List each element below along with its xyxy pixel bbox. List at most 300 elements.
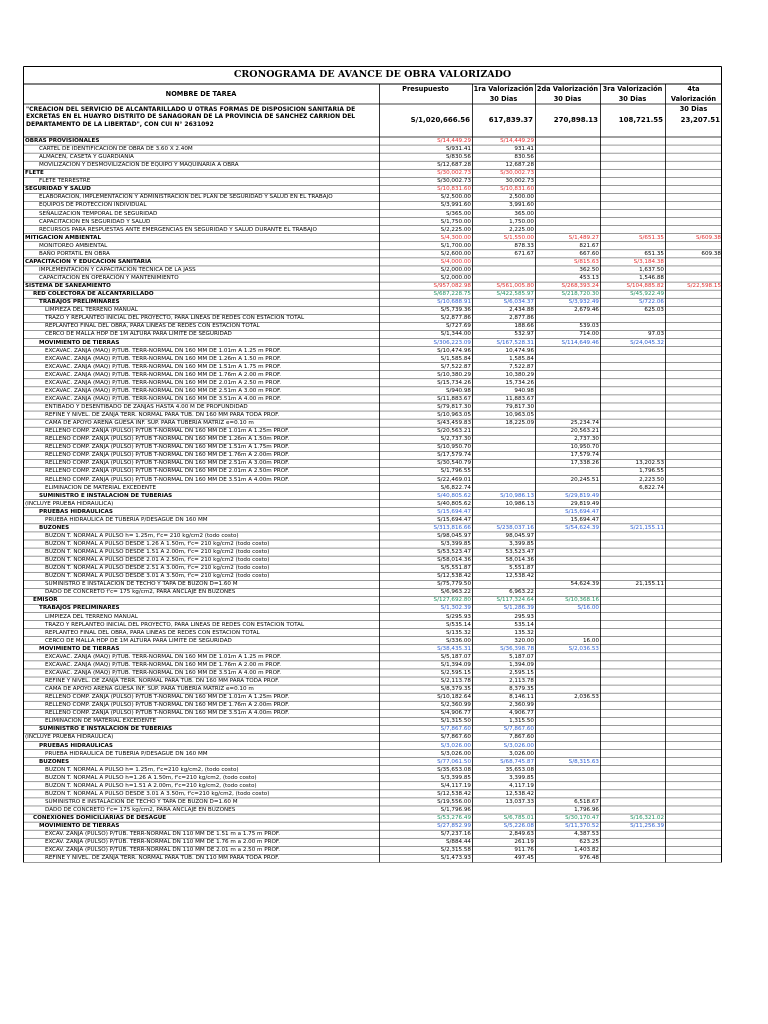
task-name: CONEXIONES DOMICILIARIAS DE DESAGUE: [33, 815, 167, 822]
budget-cell: S/727.69: [445, 323, 471, 330]
task-name: EXCAVAC. ZANJA (MAQ) P/TUB. TERR-NORMAL DN 160 MM DE 1.01m A 1.25 m PROF.: [45, 347, 282, 354]
valuation-cell-1: 5,551.87: [509, 565, 534, 572]
valuation-cell-1: S/30,002.73: [500, 170, 534, 177]
task-name: CERCO DE MALLA HDP DE 1M ALTURA PARA LIMITE DE SEGURIDAD: [45, 637, 232, 644]
task-name: EXCAVAC. ZANJA (MAQ) P/TUB. TERR-NORMAL DN 160 MM DE 1.76m A 2.00 m PROF.: [45, 661, 282, 668]
budget-cell: S/6,822.74: [440, 484, 471, 491]
task-name: (INCLUYE PRUEBA HIDRAULICA): [25, 734, 114, 741]
valuation-cell-1: 878.33: [514, 242, 534, 249]
task-name: EXCAV. ZANJA (PULSO) P/TUB. TERR-NORMAL DN 110 MM DE 1.76 m a 2.00 m PROF.: [45, 839, 281, 846]
budget-cell: S/3,026.00: [440, 742, 471, 749]
valuation-cell-2: 2,679.46: [574, 307, 599, 314]
valuation-cell-1: S/14,449.29: [500, 138, 534, 144]
valuation-cell-2: S/3,932.49: [568, 299, 599, 306]
task-name: ELABORACION, IMPLEMENTACION Y ADMINISTRACION DEL PLAN DE SEGURIDAD Y SALUD EN EL TRABAJO: [39, 194, 333, 201]
task-name: RELLENO COMP. ZANJA (PULSO) P/TUB T-NORMAL DN 160 MM DE 2.01m A 2.50m PROF.: [45, 468, 290, 475]
valuation-cell-1: 8,146.11: [509, 694, 534, 701]
budget-cell: S/7,522.87: [440, 363, 471, 370]
budget-cell: S/17,579.74: [437, 452, 471, 459]
valuation-cell-1: 2,113.78: [509, 678, 534, 685]
valuation-cell-2: 539.03: [579, 323, 599, 330]
valuation-cell-1: 10,986.13: [505, 500, 534, 507]
col-header-task-name-label: NOMBRE DE TAREA: [165, 90, 237, 98]
valuation-cell-2: S/2,036.53: [568, 645, 599, 652]
valuation-cell-1: 12,538.42: [505, 790, 534, 797]
task-name: LIMPIEZA DEL TERRENO MANUAL: [45, 613, 138, 620]
budget-cell: S/15,734.26: [437, 379, 471, 386]
task-name: PRUEBA HIDRAULICA DE TUBERIA P/DESAGUE DN 160 MM: [45, 750, 208, 757]
valuation-cell-3: 97.03: [647, 331, 664, 338]
task-name: RELLENO COMP. ZANJA (PULSO) P/TUB T-NORMAL DN 160 MM DE 3.51m A 4.00m PROF.: [45, 710, 290, 717]
valuation-cell-3: 13,202.53: [635, 460, 664, 467]
valuation-cell-2: 2,036.53: [574, 694, 599, 701]
valuation-cell-2: 25,234.74: [570, 420, 599, 427]
valuation-cell-1: 98,045.97: [505, 532, 534, 539]
budget-cell: S/22,469.01: [437, 476, 471, 483]
budget-cell: S/40,805.62: [437, 500, 471, 507]
task-name: CAPACITACION Y EDUCACION SANITARIA: [25, 258, 152, 265]
valuation-cell-1: 1,585.84: [509, 355, 534, 362]
budget-cell: S/10,950.70: [437, 444, 471, 451]
task-name: TRAZO Y REPLANTEO INICIAL DEL PROYECTO, PARA LINEAS DE REDES CON ESTACION TOTAL: [45, 621, 305, 628]
valuation-cell-1: 4,906.77: [509, 710, 534, 717]
valuation-cell-1: 7,522.87: [509, 363, 534, 370]
valuation-cell-1: S/3,026.00: [503, 742, 534, 749]
valuation-cell-3: 625.03: [644, 307, 664, 314]
valuation-cell-3: 1,546.88: [639, 275, 664, 282]
task-name: SUMINISTRO E INSTALACION DE TECHO Y TAPA DE BUZON D=1.60 M: [45, 581, 238, 588]
task-name: ELIMINACION DE MATERIAL EXCEDENTE: [45, 484, 157, 491]
valuation-cell-2: 17,338.26: [570, 460, 599, 467]
valuation-cell-1: S/7,867.60: [503, 726, 534, 733]
task-name: MOVIMIENTO DE TIERRAS: [39, 823, 120, 830]
valuation-cell-1: 2,849.63: [509, 831, 534, 838]
task-name: SEGURIDAD Y SALUD: [25, 186, 91, 193]
valuation-cell-1: 1,315.50: [509, 718, 534, 725]
valuation-cell-1: S/68,745.87: [500, 758, 534, 765]
task-name: BAÑO PORTATIL EN OBRA: [39, 250, 110, 257]
valuation-cell-3: S/3,184.38: [633, 258, 664, 265]
valuation-cell-1: S/167,528.31: [496, 339, 534, 346]
valuation-cell-2: S/30,170.47: [565, 815, 599, 822]
task-name: SUMINISTRO E INSTALACION DE TUBERIAS: [39, 492, 173, 499]
budget-cell: S/27,852.99: [437, 823, 471, 830]
valuation-cell-1: 4,117.19: [509, 782, 534, 789]
task-name: ELIMINACION DE MATERIAL EXCEDENTE: [45, 718, 157, 725]
budget-cell: S/19,556.00: [437, 798, 471, 805]
task-name: RELLENO COMP. ZANJA (PULSO) P/TUB T-NORMAL DN 160 MM DE 1.76m A 2.00m PROF.: [45, 452, 290, 459]
budget-cell: S/830.56: [445, 154, 471, 161]
valuation-cell-2: S/1,489.27: [568, 234, 599, 241]
valuation-cell-1: 931.41: [514, 146, 534, 153]
valuation-cell-1: 8,379.35: [509, 686, 534, 693]
valuation-cell-2: 29,819.49: [570, 500, 599, 507]
budget-cell: S/4,300.00: [440, 234, 471, 241]
valuation-cell-2: 623.25: [579, 839, 599, 846]
valuation-cell-1: 671.67: [514, 250, 534, 257]
task-name: FLETE: [25, 170, 44, 177]
valuation-cell-1: 18,225.09: [505, 420, 534, 427]
valuation-cell-1: S/1,286.39: [503, 605, 534, 612]
task-name: EXCAV. ZANJA (PULSO) P/TUB. TERR-NORMAL DN 110 MM DE 1.51 m a 1.75 m PROF.: [45, 831, 281, 838]
budget-cell: S/15,694.47: [437, 508, 471, 515]
budget-cell: S/2,595.15: [440, 669, 471, 676]
task-name: BUZON T. NORMAL A PULSO DESDE 3.01 A 3.50m, f'c= 210 kg/cm2 (todo costo): [45, 573, 270, 580]
budget-cell: S/53,276.49: [437, 815, 471, 822]
task-name: BUZON T. NORMAL A PULSO DESDE 2.01 A 2.50m, f'c= 210 kg/cm2 (todo costo): [45, 557, 270, 564]
task-name: BUZON T. NORMAL A PULSO h=1.26 A 1.50m, f'c=210 kg/cm2, (todo costo): [45, 774, 257, 781]
project-v3: 108,721.55: [618, 116, 663, 124]
valuation-cell-2: S/10,368.16: [565, 597, 599, 604]
valuation-cell-1: 7,867.60: [509, 734, 534, 741]
budget-cell: S/3,399.85: [440, 774, 471, 781]
project-name: "CREACION DEL SERVICIO DE ALCANTARILLADO U OTRAS FORMAS DE DISPOSICION SANITARIA DE EXCRETAS EN EL HUAYRO DISTRITO DE SANAGORAN DE LA PROVINCIA DE SANCHEZ CARRION DEL DEPARTAMENTO DE LA LIBERTAD", CON CUI N° 2631092: [26, 106, 356, 128]
task-name: PRUEBAS HIDRAULICAS: [39, 742, 113, 749]
task-name: ALMACEN, CASETA Y GUARDIANIA: [39, 154, 134, 161]
task-name: CAPACITACION EN OPERACIÓN Y MANTENIMIENTO: [39, 275, 179, 282]
budget-cell: S/957,082.98: [433, 283, 471, 290]
budget-cell: S/30,540.79: [437, 460, 471, 467]
valuation-cell-2: 976.48: [579, 855, 599, 862]
budget-cell: S/1,585.84: [440, 355, 471, 362]
budget-cell: S/2,360.99: [440, 702, 471, 709]
budget-cell: S/75,779.50: [437, 581, 471, 588]
valuation-cell-2: S/29,819.49: [565, 492, 599, 499]
budget-cell: S/313,816.66: [433, 524, 471, 531]
valuation-cell-3: 2,223.50: [639, 476, 664, 483]
task-name: REPLANTEO FINAL DEL OBRA, PARA LINEAS DE REDES CON ESTACION TOTAL: [45, 323, 260, 330]
valuation-cell-1: 53,523.47: [505, 549, 534, 556]
valuation-cell-3: S/651.35: [638, 234, 664, 241]
task-name: EMISOR: [33, 597, 58, 604]
budget-cell: S/30,002.73: [437, 170, 471, 177]
budget-cell: S/11,883.67: [437, 395, 471, 402]
budget-cell: S/2,000.00: [440, 275, 471, 282]
budget-cell: S/1,344.00: [440, 331, 471, 338]
task-name: DADO DE CONCRETO f'c= 175 kg/cm2, PARA ANCLAJE EN BUZONES: [45, 806, 236, 813]
budget-cell: S/7,237.16: [440, 831, 471, 838]
valuation-cell-1: S/1,550.00: [503, 234, 534, 241]
budget-cell: S/3,026.00: [440, 750, 471, 757]
task-name: CAPACITACION EN SEGURIDAD Y SALUD: [39, 218, 151, 225]
valuation-cell-1: S/10,831.60: [500, 186, 534, 193]
budget-cell: S/4,906.77: [440, 710, 471, 717]
valuation-cell-3: 1,637.50: [639, 266, 664, 273]
task-name: LIMPIEZA DEL TERRENO MANUAL: [45, 307, 138, 314]
valuation-cell-1: 830.56: [514, 154, 534, 161]
valuation-cell-1: 3,399.85: [509, 541, 534, 547]
task-name: RED COLECTORA DE ALCANTARILLADO: [33, 291, 154, 298]
valuation-cell-1: S/6,785.01: [503, 815, 534, 822]
valuation-cell-1: 5,187.07: [509, 653, 534, 660]
task-name: EXCAVAC. ZANJA (MAQ) P/TUB. TERR-NORMAL DN 160 MM DE 1.51m A 1.75 m PROF.: [45, 363, 282, 370]
table-grid: [23, 66, 723, 946]
budget-cell: S/10,474.96: [437, 347, 471, 354]
valuation-cell-2: S/16.00: [577, 605, 599, 612]
budget-cell: S/98,045.97: [437, 532, 471, 539]
valuation-cell-2: 4,387.53: [574, 831, 599, 838]
task-name: MOVIMIENTO DE TIERRAS: [39, 339, 120, 346]
budget-cell: S/535.14: [445, 621, 471, 628]
budget-cell: S/365.00: [445, 210, 471, 217]
budget-cell: S/5,187.07: [440, 653, 471, 660]
valuation-cell-2: 54,624.39: [570, 581, 599, 588]
valuation-cell-1: 535.14: [514, 621, 534, 628]
task-name: RELLENO COMP. ZANJA (PULSO) P/TUB T-NORMAL DN 160 MM DE 3.51m A 4.00m PROF.: [45, 476, 290, 483]
valuation-cell-1: 2,225.00: [509, 226, 534, 233]
budget-cell: S/2,737.30: [440, 436, 471, 443]
budget-cell: S/30,002.73: [437, 178, 471, 185]
valuation-cell-2: 20,245.51: [570, 476, 599, 483]
valuation-cell-1: 35,653.08: [505, 766, 534, 773]
valuation-cell-3: 651.35: [644, 250, 664, 257]
budget-cell: S/2,000.00: [440, 266, 471, 273]
budget-cell: S/58,014.36: [437, 557, 471, 564]
valuation-cell-1: 497.45: [514, 855, 534, 862]
col-header-v1-sub: 30 Dias: [489, 95, 518, 103]
valuation-cell-2: S/8,315.63: [568, 758, 599, 765]
task-name: SUMINISTRO E INSTALACION DE TUBERIAS: [39, 726, 173, 733]
project-v1: 617,839.37: [488, 116, 533, 124]
valuation-cell-4: S/609.38: [695, 234, 721, 241]
task-name: REFINE Y NIVEL. DE ZANJA TERR. NORMAL PARA TUB. DN 160 MM PARA TODA PROF.: [45, 412, 280, 419]
document-title: CRONOGRAMA DE AVANCE DE OBRA VALORIZADO: [233, 69, 512, 80]
col-header-v4-sub: 30 Dias: [679, 105, 708, 113]
task-name: DADO DE CONCRETO f'c= 175 kg/cm2, PARA ANCLAJE EN BUZONES: [45, 589, 236, 596]
task-name: OBRAS PROVISIONALES: [25, 138, 100, 144]
valuation-cell-2: S/268,393.24: [561, 283, 599, 290]
budget-cell: S/43,459.83: [437, 420, 471, 427]
budget-cell: S/77,061.50: [437, 758, 471, 765]
project-budget: S/1,020,666.56: [410, 116, 470, 124]
valuation-cell-1: 6,963.22: [509, 589, 534, 596]
budget-cell: S/10,688.91: [437, 299, 471, 306]
task-name: BUZON T. NORMAL A PULSO DESDE 3.01 A 3.50m, f'c=210 kg/cm2, (todo costo): [45, 790, 270, 797]
budget-cell: S/53,523.47: [437, 549, 471, 556]
task-name: BUZON T. NORMAL A PULSO DESDE 2.51 A 3.00m, f'c= 210 kg/cm2 (todo costo): [45, 565, 270, 572]
valuation-cell-1: 3,399.85: [509, 774, 534, 781]
budget-cell: S/2,225.00: [440, 226, 471, 233]
col-header-v4-label: 4ta Valorización: [670, 85, 717, 103]
valuation-cell-2: S/815.63: [573, 258, 599, 265]
task-name: MOVILIZACION Y DESMOVILIZACION DE EQUIPO Y MAQUINARIA A OBRA: [39, 162, 239, 169]
budget-cell: S/884.44: [445, 839, 471, 846]
budget-cell: S/10,963.05: [437, 412, 471, 419]
task-name: BUZON T. NORMAL A PULSO h=1.51 A 2.00m, f'c=210 kg/cm2, (todo costo): [45, 782, 257, 789]
col-header-budget-label: Presupuesto: [402, 85, 449, 93]
task-name: TRAZO Y REPLANTEO INICIAL DEL PROYECTO, PARA LINEAS DE REDES CON ESTACION TOTAL: [45, 315, 305, 322]
valuation-cell-1: 2,360.99: [509, 702, 534, 709]
valuation-cell-2: 6,518.67: [574, 798, 599, 805]
valuation-cell-2: 362.50: [579, 266, 599, 273]
col-header-v2-sub: 30 Dias: [553, 95, 582, 103]
valuation-cell-1: 1,750.00: [509, 218, 534, 225]
valuation-cell-1: 3,026.00: [509, 750, 534, 757]
task-name: REFINE Y NIVEL. DE ZANJA TERR. NORMAL PARA TUB. DN 160 MM PARA TODA PROF.: [45, 678, 280, 685]
budget-cell: S/8,379.35: [440, 686, 471, 693]
project-v2: 270,898.13: [553, 116, 598, 124]
valuation-cell-3: S/722.06: [638, 299, 664, 306]
valuation-cell-4: S/22,598.15: [687, 283, 721, 290]
task-name: RELLENO COMP. ZANJA (PULSO) P/TUB T-NORMAL DN 160 MM DE 1.01m A 1.25m PROF.: [45, 428, 290, 435]
budget-cell: S/20,563.21: [437, 428, 471, 435]
task-name: RELLENO COMP. ZANJA (PULSO) P/TUB T-NORMAL DN 160 MM DE 2.51m A 3.00m PROF.: [45, 460, 290, 467]
valuation-cell-1: 3,991.60: [509, 202, 534, 209]
budget-cell: S/10,182.64: [437, 694, 471, 701]
valuation-cell-3: 21,155.11: [635, 581, 664, 588]
valuation-cell-1: S/117,324.64: [496, 597, 534, 604]
budget-cell: S/1,302.39: [440, 605, 471, 612]
task-name: REFINE Y NIVEL. DE ZANJA TERR. NORMAL PARA TUB. DN 110 MM PARA TODA PROF.: [45, 855, 280, 862]
budget-cell: S/135.32: [445, 629, 471, 636]
valuation-cell-2: 15,694.47: [570, 516, 599, 523]
valuation-cell-2: S/15,694.47: [565, 508, 599, 515]
budget-cell: S/12,538.42: [437, 790, 471, 797]
budget-cell: S/687,228.75: [433, 291, 471, 298]
task-name: MITIGACION AMBIENTAL: [25, 234, 102, 241]
valuation-cell-1: 13,037.33: [505, 798, 534, 805]
budget-cell: S/127,692.80: [433, 597, 471, 604]
task-name: RELLENO COMP. ZANJA (PULSO) P/TUB T-NORMAL DN 160 MM DE 1.76m A 2.00m PROF.: [45, 702, 290, 709]
task-name: BUZONES: [39, 524, 70, 531]
task-name: BUZON T. NORMAL A PULSO h= 1.25m, f'c= 210 kg/cm2 (todo costo): [45, 532, 239, 539]
valuation-cell-1: 10,474.96: [505, 347, 534, 354]
task-name: EXCAVAC. ZANJA (MAQ) P/TUB. TERR-NORMAL DN 160 MM DE 3.51m A 4.00 m PROF.: [45, 395, 282, 402]
task-name: EXCAVAC. ZANJA (MAQ) P/TUB. TERR-NORMAL DN 160 MM DE 1.01m A 1.25 m PROF.: [45, 653, 282, 660]
task-name: CAMA DE APOYO ARENA GUESA INF. SUP. PARA TUBERIA MATRIZ e=0.10 m: [45, 686, 254, 693]
budget-cell: S/940.98: [445, 387, 471, 394]
valuation-cell-3: S/16,321.02: [630, 815, 664, 822]
valuation-cell-2: 17,579.74: [570, 452, 599, 459]
task-name: EXCAV. ZANJA (PULSO) P/TUB. TERR-NORMAL DN 110 MM DE 2.01 m a 2.50 m PROF.: [45, 847, 281, 854]
valuation-cell-1: 940.98: [514, 387, 534, 394]
budget-cell: S/4,000.00: [440, 258, 471, 265]
budget-cell: S/10,380.29: [437, 371, 471, 378]
budget-cell: S/35,653.08: [437, 766, 471, 773]
task-name: CERCO DE MALLA HDP DE 1M ALTURA PARA LIMITE DE SEGURIDAD: [45, 331, 232, 338]
budget-cell: S/2,113.78: [440, 678, 471, 685]
budget-cell: S/2,877.86: [440, 315, 471, 322]
valuation-cell-1: 532.97: [514, 331, 534, 338]
task-name: BUZON T. NORMAL A PULSO DESDE 1.26 A 1.50m, f'c= 210 kg/cm2 (todo costo): [45, 541, 270, 547]
budget-cell: S/3,399.85: [440, 541, 471, 547]
budget-cell: S/336.00: [445, 637, 471, 644]
budget-cell: S/5,551.87: [440, 565, 471, 572]
task-name: FLETE TERRESTRE: [39, 178, 91, 185]
valuation-cell-2: S/54,624.39: [565, 524, 599, 531]
valuation-cell-1: 58,014.36: [505, 557, 534, 564]
valuation-cell-1: 911.76: [514, 847, 534, 854]
valuation-cell-1: S/422,585.97: [496, 291, 534, 298]
task-name: MONITOREO AMBIENTAL: [39, 242, 108, 249]
valuation-cell-2: 453.13: [579, 275, 599, 282]
col-header-v3-label: 3ra Valorización: [602, 85, 663, 93]
valuation-cell-2: 2,737.30: [574, 436, 599, 443]
task-name: CAMA DE APOYO ARENA GUESA INF. SUP. PARA TUBERIA MATRIZ e=0.10 m: [45, 420, 254, 427]
budget-cell: S/14,449.29: [437, 138, 471, 144]
valuation-cell-1: S/5,226.08: [503, 823, 534, 830]
budget-cell: S/12,538.42: [437, 573, 471, 580]
budget-cell: S/1,796.55: [440, 468, 471, 475]
valuation-cell-2: 1,796.96: [574, 806, 599, 813]
valuation-cell-1: 11,883.67: [505, 395, 534, 402]
valuation-cell-2: S/218,720.30: [561, 291, 599, 298]
task-name: RECURSOS PARA RESPUESTAS ANTE EMERGENCIAS EN SEGURIDAD Y SALUD DURANTE EL TRABAJO: [39, 226, 317, 233]
budget-cell: S/931.41: [445, 146, 471, 153]
valuation-cell-1: 1,394.09: [509, 661, 534, 668]
task-name: RELLENO COMP. ZANJA (PULSO) P/TUB T-NORMAL DN 160 MM DE 1.01m A 1.25m PROF.: [45, 694, 290, 701]
valuation-cell-1: 261.19: [514, 839, 534, 846]
budget-cell: S/1,394.09: [440, 661, 471, 668]
valuation-cell-1: 2,877.86: [509, 315, 534, 322]
budget-cell: S/306,223.09: [433, 339, 471, 346]
task-name: EXCAVAC. ZANJA (MAQ) P/TUB. TERR-NORMAL DN 160 MM DE 1.76m A 2.00 m PROF.: [45, 371, 282, 378]
valuation-cell-1: 12,538.42: [505, 573, 534, 580]
budget-cell: S/3,991.60: [440, 202, 471, 209]
valuation-cell-1: S/238,037.16: [496, 524, 534, 531]
valuation-cell-2: 20,563.21: [570, 428, 599, 435]
valuation-cell-1: 79,817.30: [505, 403, 534, 410]
task-name: EXCAVAC. ZANJA (MAQ) P/TUB. TERR-NORMAL DN 160 MM DE 2.01m A 2.50 m PROF.: [45, 379, 282, 386]
valuation-cell-2: 1,403.82: [574, 847, 599, 854]
budget-cell: S/1,315.50: [440, 718, 471, 725]
task-name: RELLENO COMP. ZANJA (PULSO) P/TUB T-NORMAL DN 160 MM DE 1.51m A 1.75m PROF.: [45, 444, 290, 451]
valuation-cell-3: S/104,885.82: [626, 283, 664, 290]
valuation-cell-1: 2,595.15: [509, 669, 534, 676]
valuation-cell-1: S/561,005.80: [496, 283, 534, 290]
task-name: EXCAVAC. ZANJA (MAQ) P/TUB. TERR-NORMAL DN 160 MM DE 1.26m A 1.50 m PROF.: [45, 355, 282, 362]
task-name: RELLENO COMP. ZANJA (PULSO) P/TUB T-NORMAL DN 160 MM DE 1.26m A 1.50m PROF.: [45, 436, 290, 443]
task-name: EQUIPOS DE PROTECCION INDIVIDUAL: [39, 202, 147, 209]
col-header-v1-label: 1ra Valorización: [473, 85, 534, 93]
valuation-cell-2: 667.60: [579, 250, 599, 257]
task-name: BUZON T. NORMAL A PULSO h= 1.25m, f'c=210 kg/cm2, (todo costo): [45, 766, 239, 773]
valuation-cell-2: S/114,649.46: [561, 339, 599, 346]
valuation-cell-1: S/36,398.78: [500, 645, 534, 652]
task-name: EXCAVAC. ZANJA (MAQ) P/TUB. TERR-NORMAL DN 160 MM DE 3.51m A 4.00 m PROF.: [45, 669, 282, 676]
budget-cell: S/6,963.22: [440, 589, 471, 596]
task-name: REPLANTEO FINAL DEL OBRA, PARA LINEAS DE REDES CON ESTACION TOTAL: [45, 629, 260, 636]
task-name: CARTEL DE IDENTIFICACION DE OBRA DE 3.60 X 2.40M: [39, 146, 193, 153]
valuation-cell-1: 2,500.00: [509, 194, 534, 201]
budget-cell: S/12,687.28: [437, 162, 471, 169]
budget-cell: S/2,315.58: [440, 847, 471, 854]
budget-cell: S/2,500.00: [440, 194, 471, 201]
valuation-cell-1: 188.66: [514, 323, 534, 330]
task-name: SUMINISTRO E INSTALACION DE TECHO Y TAPA DE BUZON D=1.60 M: [45, 798, 238, 805]
task-name: PRUEBAS HIDRAULICAS: [39, 508, 113, 515]
budget-cell: S/1,473.93: [440, 855, 471, 862]
budget-cell: S/1,700.00: [440, 242, 471, 249]
budget-cell: S/38,435.31: [437, 645, 471, 652]
task-name: TRABAJOS PRELIMINARES: [39, 299, 120, 306]
valuation-cell-3: S/24,045.32: [630, 339, 664, 346]
valuation-cell-1: 30,002.73: [505, 178, 534, 185]
budget-cell: S/15,694.47: [437, 516, 471, 523]
task-name: TRABAJOS PRELIMINARES: [39, 605, 120, 612]
valuation-cell-1: 2,434.88: [509, 307, 534, 314]
budget-cell: S/4,117.19: [440, 782, 471, 789]
col-header-v2-label: 2da Valorización: [536, 85, 599, 93]
budget-cell: S/79,817.30: [437, 403, 471, 410]
task-name: IMPLEMENTACION Y CAPACITACION TECNICA DE LA JASS: [39, 266, 196, 273]
valuation-cell-4: 609.38: [701, 250, 721, 257]
valuation-cell-3: S/11,256.39: [630, 823, 664, 830]
valuation-cell-3: S/21,155.11: [630, 524, 664, 531]
budget-cell: S/5,739.36: [440, 307, 471, 314]
valuation-cell-1: S/6,034.37: [503, 299, 534, 306]
budget-cell: S/295.93: [445, 613, 471, 620]
